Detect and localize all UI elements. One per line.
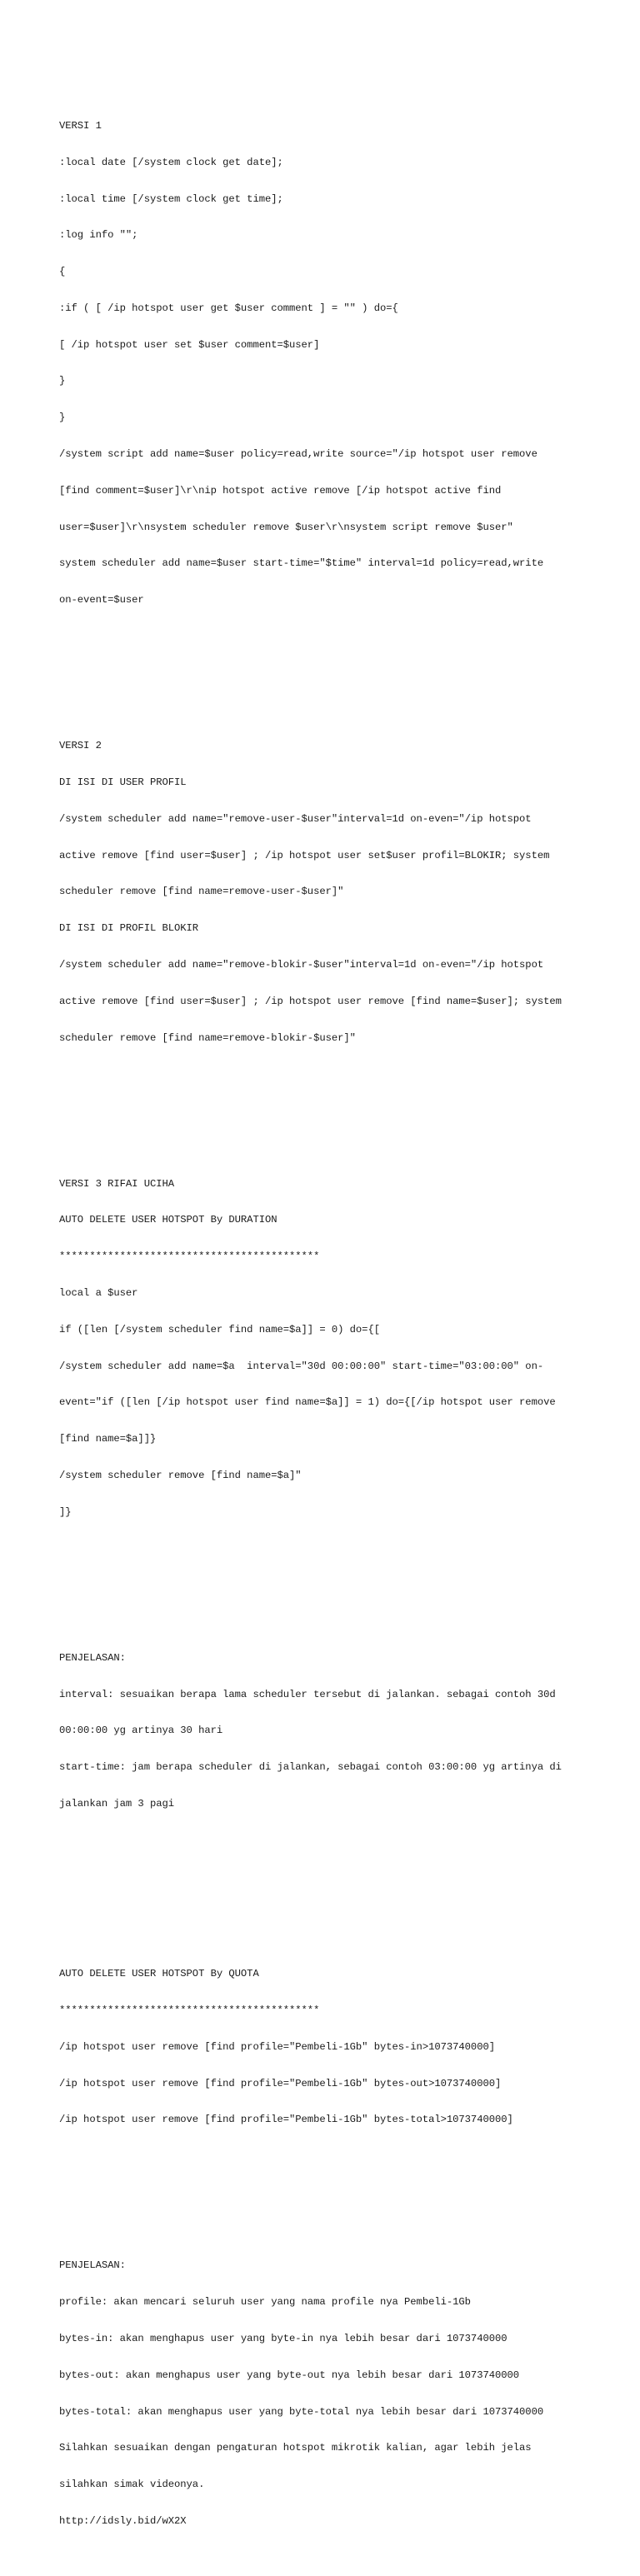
text-line: profile: akan mencari seluruh user yang nama profile nya Pembeli-1Gb [59,2296,471,2309]
text-line: interval: sesuaikan berapa lama scheduler tersebut di jalankan. sebagai contoh 30d [59,1688,556,1700]
code-line: :if ( [ /ip hotspot user get $user comment ] = "" ) do={ [59,302,398,314]
code-line: /ip hotspot user remove [find profile="Pembeli-1Gb" bytes-out>1073740000] [59,2077,502,2089]
code-line: system scheduler add name=$user start-time="$time" interval=1d policy=read,write [59,557,544,570]
code-line: } [59,412,66,424]
section-versi-1 [59,96,609,631]
code-line: ]} [59,1505,72,1518]
section-penjelasan-duration [59,1628,609,1835]
code-line: /ip hotspot user remove [find profile="Pembeli-1Gb" bytes-total>1073740000] [59,2114,513,2126]
code-line: :log info ""; [59,229,138,242]
code-line: DI ISI DI PROFIL BLOKIR [59,922,199,935]
section-heading: PENJELASAN: [59,1651,126,1664]
code-line: /system script add name=$user policy=read,write source="/ip hotspot user remove [59,448,538,460]
section-heading: VERSI 3 RIFAI UCIHA [59,1177,175,1190]
text-line: Silahkan sesuaikan dengan pengaturan hotspot mikrotik kalian, agar lebih jelas [59,2442,532,2454]
code-line: scheduler remove [find name=remove-user-$user]" [59,886,344,898]
code-line: user=$user]\r\nsystem scheduler remove $user\r\nsystem script remove $user" [59,521,513,533]
code-line: [find name=$a]]} [59,1433,157,1445]
section-heading: VERSI 2 [59,740,102,752]
code-line: if ([len [/system scheduler find name=$a]] = 0) do={[ [59,1323,380,1335]
code-line: active remove [find user=$user] ; /ip hotspot user set$user profil=BLOKIR; system [59,849,550,861]
section-heading: PENJELASAN: [59,2259,126,2272]
code-line: } [59,375,66,387]
code-line: /system scheduler add name="remove-blokir-$user"interval=1d on-even="/ip hotspot [59,958,544,971]
section-heading: VERSI 1 [59,119,102,132]
code-line: AUTO DELETE USER HOTSPOT By DURATION [59,1214,278,1226]
code-line: { [59,266,66,278]
spacer [59,1579,609,1591]
text-line: silahkan simak videonya. [59,2479,205,2491]
spacer [59,1105,609,1117]
spacer [59,1870,609,1907]
code-line: :local time [/system clock get time]; [59,192,283,205]
code-line: /ip hotspot user remove [find profile="Pembeli-1Gb" bytes-in>1073740000] [59,2040,495,2053]
code-line: on-event=$user [59,594,144,607]
code-line: [find comment=$user]\r\nip hotspot active remove [/ip hotspot active find [59,484,502,497]
code-line: active remove [find user=$user] ; /ip hotspot user remove [find name=$user]; system [59,995,562,1007]
text-line: 00:00:00 yg artinya 30 hari [59,1725,223,1737]
code-line: /system scheduler remove [find name=$a]" [59,1469,302,1481]
code-line: ******************************************* [59,1251,320,1263]
code-line: [ /ip hotspot user set $user comment=$user] [59,338,320,351]
code-line: /system scheduler add name="remove-user-$user"interval=1d on-even="/ip hotspot [59,812,532,825]
section-versi-2 [59,716,609,1068]
spacer [59,2187,609,2199]
document-page [59,59,609,2576]
section-quota [59,1944,609,2150]
text-line: bytes-total: akan menghapus user yang byte-total nya lebih besar dari 1073740000 [59,2405,544,2418]
text-line: bytes-out: akan menghapus user yang byte-out nya lebih besar dari 1073740000 [59,2369,520,2381]
text-line: start-time: jam berapa scheduler di jalankan, sebagai contoh 03:00:00 yg artinya di [59,1761,562,1774]
section-penjelasan-quota [59,2235,609,2551]
code-line: event="if ([len [/ip hotspot user find name=$a]] = 1) do={[/ip hotspot user remove [59,1396,556,1409]
spacer [59,667,609,680]
code-line: DI ISI DI USER PROFIL [59,776,187,789]
text-line: jalankan jam 3 pagi [59,1797,175,1810]
code-line: /system scheduler add name=$a interval="30d 00:00:00" start-time="03:00:00" on- [59,1360,544,1372]
section-heading: AUTO DELETE USER HOTSPOT By QUOTA [59,1968,259,1980]
section-versi-3 [59,1153,609,1542]
code-line: local a $user [59,1286,138,1299]
code-line: ******************************************* [59,2004,320,2017]
text-line: bytes-in: akan menghapus user yang byte-in nya lebih besar dari 1073740000 [59,2333,508,2345]
url-line: http://idsly.bid/wX2X [59,2514,187,2527]
code-line: :local date [/system clock get date]; [59,156,283,168]
code-line: scheduler remove [find name=remove-blokir-$user]" [59,1031,356,1044]
